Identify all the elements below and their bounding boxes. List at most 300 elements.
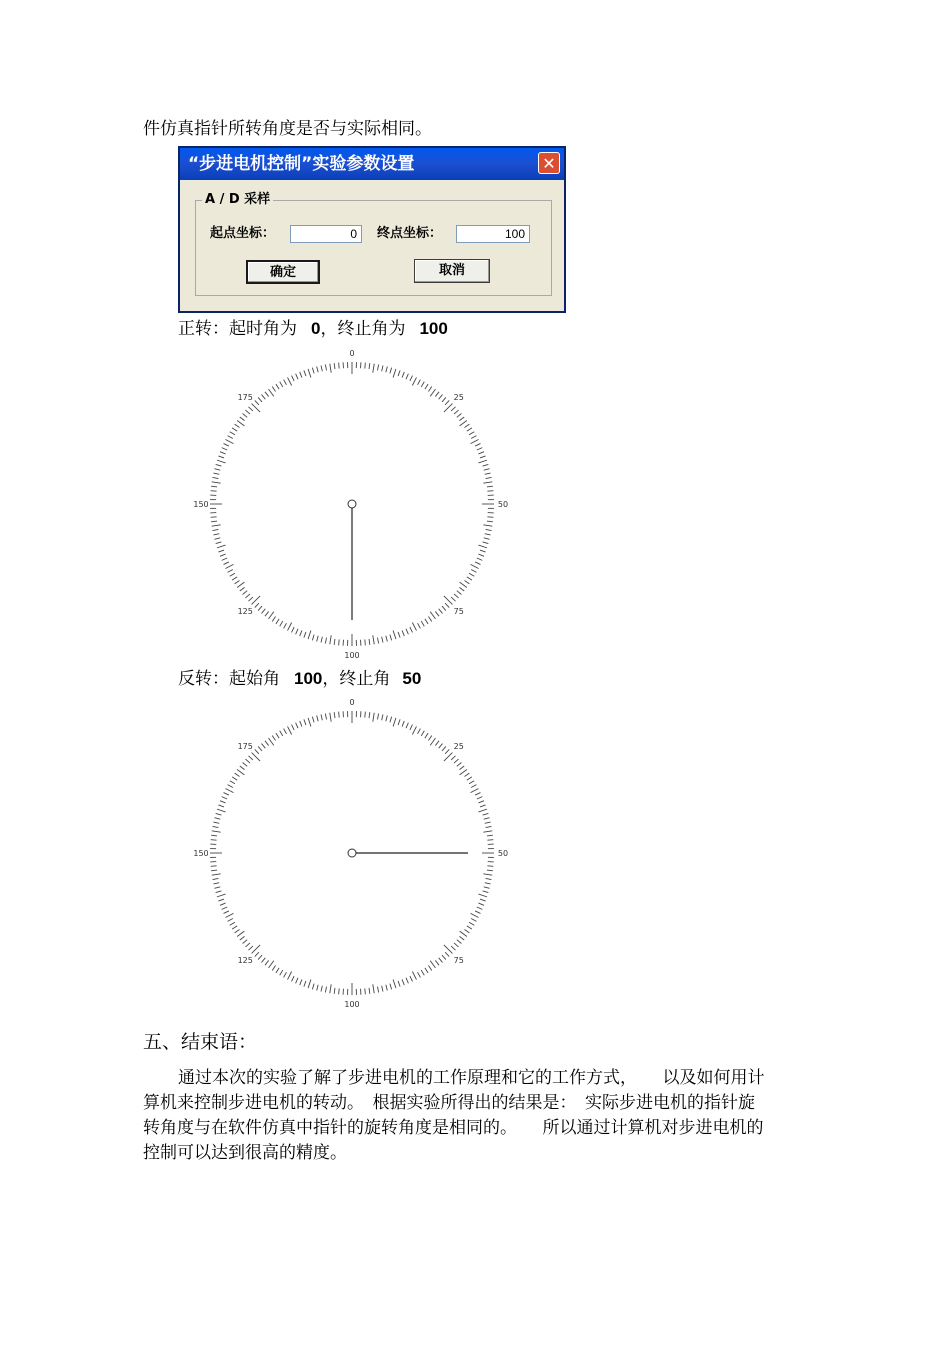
- dial-reverse-tick: [478, 809, 487, 812]
- dial-forward-tick: [321, 365, 322, 371]
- end-coordinate-label: 终点坐标：: [377, 226, 443, 241]
- dial-reverse-tick: [265, 960, 269, 965]
- dial-reverse-tick: [402, 721, 404, 727]
- dial-reverse-tick: [373, 713, 374, 722]
- dial-forward-tick: [483, 542, 489, 544]
- dial-reverse-tick: [300, 721, 302, 727]
- dial-forward-tick: [471, 564, 479, 568]
- dial-forward-tick: [439, 609, 443, 614]
- dial-reverse-tick: [459, 936, 464, 940]
- dial-reverse-tick: [237, 770, 244, 775]
- dial-reverse-tick: [487, 866, 493, 867]
- dial-forward-tick: [269, 389, 274, 396]
- dial-forward-tick: [214, 469, 220, 470]
- reverse-label: 反转：起始角: [178, 669, 280, 689]
- dial-forward-tick: [412, 377, 416, 385]
- dial-reverse-tick: [471, 789, 479, 793]
- dial-forward-tick: [216, 542, 222, 544]
- dial-reverse-tick: [382, 986, 383, 992]
- dial-reverse-tick: [418, 972, 421, 977]
- dial-forward-tick: [386, 366, 387, 372]
- dial-reverse-tick: [243, 762, 248, 766]
- dial-forward-tick: [214, 538, 220, 539]
- dial-forward-tick: [471, 570, 476, 573]
- dial-reverse-tick: [269, 738, 274, 745]
- dial-forward-tick: [365, 639, 366, 645]
- dial-forward-tick: [272, 387, 275, 392]
- dial-forward-tick: [467, 428, 472, 431]
- dial-reverse-tick: [269, 961, 274, 968]
- dial-reverse-tick: [478, 801, 484, 803]
- dial-reverse-tick: [365, 712, 366, 718]
- dial-forward-tick: [304, 370, 306, 376]
- dial-forward-tick: [211, 521, 217, 522]
- dial-forward-tick: [382, 637, 383, 643]
- dial-forward-tick: [258, 606, 262, 611]
- dial-reverse-tick: [261, 958, 265, 963]
- dial-forward-tick: [243, 413, 248, 417]
- start-coordinate-input[interactable]: 0: [290, 225, 362, 243]
- dial-forward-tick: [373, 635, 374, 644]
- dial-reverse-tick: [457, 940, 462, 944]
- dial-forward-tick: [211, 486, 217, 487]
- dial-reverse-tick: [334, 712, 335, 718]
- dial-reverse-tick: [308, 979, 311, 988]
- dial-reverse-tick: [220, 801, 226, 803]
- dial-reverse-tick: [339, 712, 340, 718]
- dial-forward-tick: [406, 629, 408, 635]
- dial-forward-tick: [284, 623, 287, 628]
- dial-forward-tick: [464, 580, 469, 583]
- dial-reverse-tick: [321, 714, 322, 720]
- dial-forward-tick: [220, 452, 226, 454]
- dial-forward-tick-label: 50: [497, 500, 509, 509]
- dial-forward-tick: [377, 638, 378, 644]
- dial-forward-tick: [421, 621, 424, 626]
- dial-forward-tick: [248, 407, 252, 411]
- dial-reverse-tick-label: 125: [237, 955, 253, 965]
- dial-forward-tick: [484, 538, 490, 539]
- dial-reverse-tick: [212, 874, 221, 875]
- dial-reverse-tick: [487, 870, 493, 871]
- dial-forward-tick: [330, 364, 331, 373]
- dial-forward-tick: [300, 372, 302, 378]
- dial-reverse-tick: [240, 766, 245, 770]
- dial-reverse-tick: [398, 981, 400, 987]
- dial-forward-tick: [296, 629, 298, 635]
- dial-forward-tick: [213, 477, 219, 478]
- dial-reverse-tick: [230, 781, 235, 784]
- dial-forward-tick: [212, 482, 221, 483]
- dial-reverse-tick: [460, 931, 467, 936]
- dial-forward-tick: [365, 363, 366, 369]
- dial-reverse-tick: [406, 978, 408, 984]
- dial-forward-tick: [487, 521, 493, 522]
- dial-forward-tick: [228, 436, 233, 439]
- dial-reverse-tick: [439, 958, 443, 963]
- dial-forward-tick: [224, 444, 229, 447]
- dial-reverse-tick: [235, 929, 240, 932]
- dial-reverse-tick: [477, 907, 483, 909]
- dial-reverse-tick: [317, 985, 318, 991]
- dial-reverse-tick: [467, 926, 472, 929]
- dial-reverse-tick: [483, 891, 489, 893]
- dial-reverse-tick: [485, 822, 491, 823]
- dial-forward-tick: [410, 627, 413, 632]
- dial-forward-tick: [339, 639, 340, 645]
- dial-reverse-tick: [292, 725, 295, 730]
- dial-forward-tick: [445, 400, 449, 404]
- dial-reverse-tick: [439, 744, 443, 749]
- dial-reverse-tick: [418, 729, 421, 734]
- dial-forward-pivot: [348, 500, 356, 508]
- dial-forward-tick: [430, 389, 435, 396]
- dial-forward-tick: [288, 623, 292, 631]
- dial-forward-tick: [477, 558, 483, 560]
- dial-reverse-tick: [317, 715, 318, 721]
- dial-forward-tick: [230, 432, 235, 435]
- dial-reverse-tick: [211, 835, 217, 836]
- dial-forward-tick: [382, 365, 383, 371]
- dial-forward-tick: [483, 525, 492, 526]
- dial-forward-tick: [276, 619, 279, 624]
- dial-reverse-tick: [276, 733, 279, 738]
- dial-forward-tick: [469, 432, 474, 435]
- conclusion-line-2: 算机来控制步进电机的转动。 根据实验所得出的结果是： 实际步进电机的指针旋: [143, 1093, 755, 1113]
- dial-forward: [175, 345, 535, 665]
- dial-reverse-tick: [464, 773, 469, 776]
- dial-reverse-tick: [471, 785, 476, 788]
- dial-forward-tick: [330, 635, 331, 644]
- dial-forward-tick: [460, 582, 467, 587]
- dial-forward-tick: [460, 421, 467, 426]
- dial-reverse-tick: [213, 826, 219, 827]
- dial-forward-tick: [439, 395, 443, 400]
- dial-forward-tick: [398, 370, 400, 376]
- dialog-title: “步进电机控制”实验参数设置: [188, 154, 415, 174]
- dial-reverse-tick: [487, 840, 493, 841]
- dial-reverse-tick: [258, 955, 262, 960]
- dial-forward-tick: [261, 395, 265, 400]
- dial-reverse-tick: [288, 972, 292, 980]
- dial-forward-tick: [457, 413, 462, 417]
- dial-forward-tick: [304, 632, 306, 638]
- parameter-dialog: [178, 146, 566, 313]
- dial-reverse-tick: [425, 968, 428, 973]
- dial-forward-tick: [211, 517, 217, 518]
- dial-reverse-pivot: [348, 849, 356, 857]
- dial-forward-tick: [369, 363, 370, 369]
- dial-forward-tick: [232, 577, 237, 580]
- dial-reverse-tick: [225, 913, 233, 917]
- dial-reverse-tick: [235, 773, 240, 776]
- dial-reverse-tick: [214, 818, 220, 819]
- dial-reverse-tick: [484, 818, 490, 819]
- dial-forward-tick: [386, 636, 387, 642]
- dial-reverse-tick: [393, 718, 396, 727]
- dial-reverse-tick: [211, 870, 217, 871]
- dial-reverse-tick: [217, 894, 226, 897]
- forward-separator: ，终止角为: [320, 319, 406, 339]
- dial-forward-tick: [222, 558, 228, 560]
- dial-reverse-tick: [224, 911, 229, 914]
- dial-forward-tick: [459, 587, 464, 591]
- dial-forward-tick: [430, 612, 435, 619]
- dial-reverse-tick: [230, 922, 235, 925]
- dial-forward-tick: [402, 630, 404, 636]
- dial-forward-tick: [232, 428, 237, 431]
- dial-reverse-tick: [280, 970, 283, 975]
- dial-reverse-tick: [216, 813, 222, 815]
- group-label: A / D 采样: [202, 192, 273, 208]
- dial-reverse-tick: [471, 919, 476, 922]
- dial-forward-tick: [248, 597, 252, 601]
- dial-reverse-tick: [430, 738, 435, 745]
- dial-reverse-tick: [435, 960, 439, 965]
- dial-forward-tick: [237, 421, 244, 426]
- dial-forward-tick: [477, 448, 483, 450]
- dial-reverse-tick: [486, 878, 492, 879]
- dial-reverse-tick: [486, 826, 492, 827]
- dial-forward-tick: [269, 612, 274, 619]
- dial-forward-tick: [292, 627, 295, 632]
- dial-forward-tick: [222, 448, 228, 450]
- dial-reverse-tick: [248, 756, 252, 760]
- dial-forward-tick: [435, 611, 439, 616]
- dial-forward-tick: [478, 452, 484, 454]
- dial-forward-tick: [487, 517, 493, 518]
- forward-start-value: 0: [311, 319, 321, 338]
- dial-reverse-tick: [325, 987, 326, 993]
- dial-forward-tick: [276, 384, 279, 389]
- dial-forward-tick: [334, 639, 335, 645]
- dial-reverse-tick: [334, 988, 335, 994]
- dial-reverse-tick: [232, 777, 237, 780]
- dial-forward-tick-label: 25: [453, 393, 464, 403]
- dial-forward-tick: [235, 580, 240, 583]
- dial-reverse-tick: [272, 965, 275, 970]
- dial-reverse-tick: [382, 714, 383, 720]
- dial-reverse-tick: [228, 919, 233, 922]
- dial-reverse-tick: [228, 785, 233, 788]
- dial-forward-tick: [296, 374, 298, 380]
- dial-forward-tick: [265, 611, 269, 616]
- reverse-start-value: 100: [294, 669, 323, 688]
- dial-reverse-tick: [218, 899, 224, 901]
- dial-forward-tick: [213, 473, 219, 474]
- dial-reverse-tick: [213, 822, 219, 823]
- dial-reverse-tick: [369, 712, 370, 718]
- dial-reverse-tick: [292, 976, 295, 981]
- dial-forward-tick: [228, 570, 233, 573]
- dialog-titlebar[interactable]: [180, 148, 564, 180]
- dial-forward-tick: [478, 554, 484, 556]
- dial-reverse-tick: [402, 979, 404, 985]
- dial-forward-tick: [225, 564, 233, 568]
- dial-forward-tick: [235, 424, 240, 427]
- dial-reverse-tick: [288, 726, 292, 734]
- dial-forward-tick: [428, 616, 431, 621]
- dial-forward-tick: [454, 594, 459, 598]
- dial-reverse-tick: [478, 894, 487, 897]
- dial-forward-tick: [280, 621, 283, 626]
- dial-forward-tick: [421, 382, 424, 387]
- dial-forward-tick: [213, 529, 219, 530]
- dial-forward-tick: [445, 603, 449, 607]
- dial-forward-tick: [483, 464, 489, 466]
- dial-reverse-tick: [477, 797, 483, 799]
- dial-reverse-tick: [471, 913, 479, 917]
- dial-reverse-tick: [451, 946, 455, 950]
- dial-reverse-tick-label: 25: [453, 742, 464, 752]
- dial-reverse-tick: [483, 831, 492, 832]
- dial-forward-tick: [258, 397, 262, 402]
- dial-forward-tick: [218, 456, 224, 458]
- dial-reverse-tick: [435, 741, 439, 746]
- dial-forward-tick: [410, 376, 413, 381]
- dial-forward-tick: [339, 363, 340, 369]
- dial-forward-tick-label: 75: [453, 606, 464, 616]
- dial-reverse-tick: [300, 979, 302, 985]
- dial-reverse-tick: [212, 831, 221, 832]
- dial-forward-tick: [211, 491, 217, 492]
- dial-forward-tick-label: 100: [344, 651, 360, 660]
- dial-forward-tick: [255, 400, 259, 404]
- dial-reverse-tick: [272, 736, 275, 741]
- dial-forward-tick: [425, 384, 428, 389]
- dial-forward-tick: [390, 368, 392, 374]
- forward-label: 正转：起时角为: [178, 319, 297, 339]
- dial-reverse-tick: [330, 984, 331, 993]
- dial-forward-tick: [478, 545, 487, 548]
- end-coordinate-input[interactable]: 100: [456, 225, 530, 243]
- dial-forward-tick: [459, 417, 464, 421]
- dial-reverse-tick: [410, 976, 413, 981]
- dial-forward-tick: [240, 417, 245, 421]
- dial-reverse-tick: [459, 766, 464, 770]
- dial-reverse-tick: [451, 756, 455, 760]
- dial-reverse-tick: [475, 793, 480, 796]
- dial-forward-tick: [418, 380, 421, 385]
- dial-reverse-tick: [217, 809, 226, 812]
- dial-forward-tick: [480, 550, 486, 552]
- dial-forward-tick: [245, 594, 250, 598]
- dial-reverse-tick-label: 100: [344, 1000, 360, 1009]
- dial-reverse-tick: [325, 714, 326, 720]
- dial-reverse-tick: [428, 965, 431, 970]
- dial-reverse-tick: [296, 978, 298, 984]
- dial-reverse-tick: [406, 723, 408, 729]
- close-icon[interactable]: ✕: [538, 152, 560, 174]
- dial-reverse-tick: [312, 717, 314, 723]
- dial-reverse-tick: [421, 970, 424, 975]
- dial-reverse-tick: [232, 926, 237, 929]
- dial-forward-tick: [243, 591, 248, 595]
- dial-forward-tick: [393, 630, 396, 639]
- conclusion-line-1: 通过本次的实验了解了步进电机的工作原理和它的工作方式， 以及如何用计: [178, 1068, 765, 1088]
- dial-reverse-tick: [321, 986, 322, 992]
- dial-reverse-tick: [467, 777, 472, 780]
- dial-reverse-tick: [255, 749, 259, 753]
- dial-reverse-tick: [224, 793, 229, 796]
- dial-reverse-tick: [284, 972, 287, 977]
- dial-reverse-tick: [365, 988, 366, 994]
- dial-forward-tick: [487, 491, 493, 492]
- dial-reverse-tick: [478, 903, 484, 905]
- dial-forward-tick: [435, 392, 439, 397]
- dial-forward-tick: [402, 372, 404, 378]
- dial-forward-tick: [261, 609, 265, 614]
- dial-forward-tick: [312, 635, 314, 641]
- dial-forward-tick: [484, 469, 490, 470]
- dial-reverse-tick: [304, 719, 306, 725]
- dial-reverse-tick: [390, 984, 392, 990]
- dial-forward-tick: [442, 606, 446, 611]
- dial-reverse-tick: [369, 988, 370, 994]
- cancel-button[interactable]: 取消: [414, 259, 490, 283]
- dial-forward-tick: [471, 436, 476, 439]
- dial-forward-tick: [213, 534, 219, 535]
- dial-forward-tick: [485, 534, 491, 535]
- dial-forward-tick: [292, 376, 295, 381]
- dial-forward-tick: [237, 582, 244, 587]
- start-coordinate-label: 起点坐标：: [210, 226, 276, 241]
- dial-forward-tick: [265, 392, 269, 397]
- dial-reverse-tick: [457, 762, 462, 766]
- dial-reverse-tick: [280, 731, 283, 736]
- dial-forward-tick: [225, 440, 233, 444]
- dial-reverse-tick: [428, 736, 431, 741]
- dial-reverse-tick: [412, 972, 416, 980]
- dial-reverse-tick-label: 150: [193, 849, 209, 858]
- dial-reverse-tick: [442, 746, 446, 751]
- dial-reverse-tick: [425, 733, 428, 738]
- dial-reverse-tick: [284, 729, 287, 734]
- dial-forward-tick: [217, 545, 226, 548]
- dial-forward-tick: [212, 525, 221, 526]
- dial-forward-tick: [475, 562, 480, 565]
- ok-button[interactable]: 确定: [246, 260, 320, 284]
- dial-reverse-tick: [237, 931, 244, 936]
- dial-forward-tick: [418, 623, 421, 628]
- dial-reverse-tick: [487, 835, 493, 836]
- dial-forward-tick: [469, 573, 474, 576]
- dial-forward-tick: [230, 573, 235, 576]
- dial-reverse-tick: [222, 797, 228, 799]
- dial-reverse-tick: [276, 968, 279, 973]
- dial-reverse-tick: [386, 715, 387, 721]
- dial-forward-tick: [220, 554, 226, 556]
- dial-reverse-tick: [373, 984, 374, 993]
- dial-forward-tick: [312, 368, 314, 374]
- dial-reverse-tick: [261, 744, 265, 749]
- dial-forward-tick: [288, 377, 292, 385]
- dial-reverse-tick: [484, 887, 490, 888]
- dial-forward-tick: [300, 630, 302, 636]
- conclusion-line-3: 转角度与在软件仿真中指针的旋转角度是相同的。 所以通过计算机对步进电机的: [143, 1118, 764, 1138]
- dial-forward-tick: [486, 529, 492, 530]
- dial-reverse-tick-label: 0: [349, 698, 355, 707]
- dial-forward-tick: [398, 632, 400, 638]
- dial-forward-tick: [390, 635, 392, 641]
- dial-forward-tick: [377, 365, 378, 371]
- dial-forward-tick: [454, 410, 459, 414]
- dial-reverse-tick: [225, 789, 233, 793]
- dial-reverse-tick: [339, 988, 340, 994]
- dial-forward-tick: [478, 460, 487, 463]
- reverse-caption: [178, 667, 421, 691]
- dial-reverse-tick: [211, 866, 217, 867]
